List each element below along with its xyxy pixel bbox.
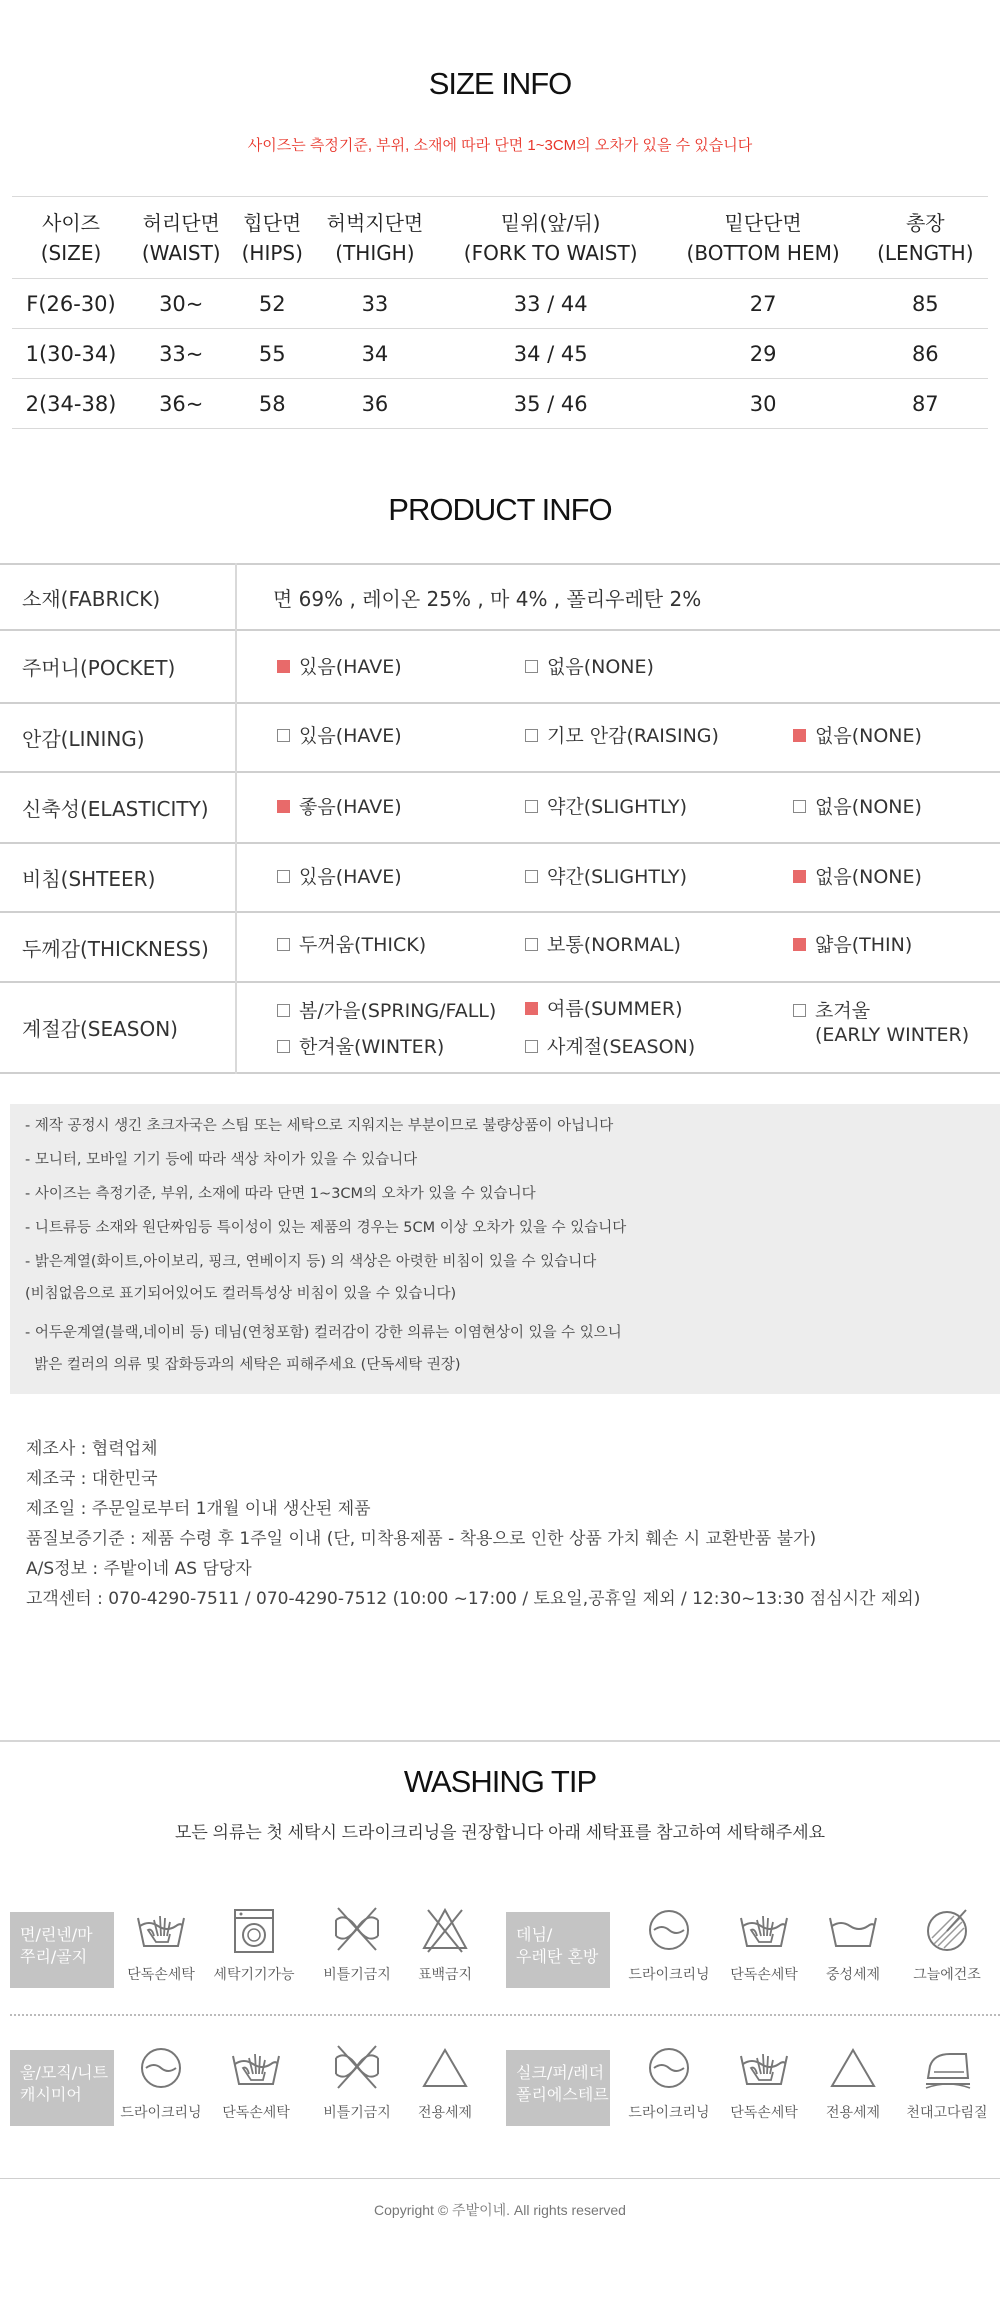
triangle-detergent-icon [805, 2044, 901, 2122]
notice-box [10, 1104, 1000, 1394]
header-label: 사이즈 [42, 210, 100, 235]
wash-group-label-line: 데님/ [516, 1925, 553, 1944]
wash-icon-label: 천대고다림질 [906, 2105, 988, 2121]
header-label: 밑단단면 [724, 210, 802, 235]
thickness-row [0, 912, 1000, 982]
option-lining-raising [525, 724, 719, 748]
fabric-value: 면 69% , 레이온 25% , 마 4% , 폴리우레탄 2% [273, 586, 702, 611]
season-options [236, 982, 1000, 1073]
season-label: 계절감(SEASON) [0, 982, 236, 1073]
iron-cloth-icon-svg [920, 2044, 974, 2092]
table-cell: 58 [258, 391, 286, 416]
hand-wash-icon-svg [737, 1906, 791, 1954]
cs-center: 고객센터 : 070-4290-7511 / 070-4290-7512 (10:00 ~17:00 / 토요일,공휴일 제외 / 12:30~13:30 점심시간 제외) [26, 1589, 921, 1609]
no-bleach-icon [397, 1906, 493, 1984]
size-info-title: SIZE INFO [428, 66, 572, 101]
checkbox [277, 1040, 290, 1053]
header-size [12, 197, 130, 279]
table-cell: 2(34-38) [25, 391, 117, 416]
table-cell: 85 [911, 291, 939, 316]
table-cell: 87 [911, 391, 939, 416]
dotted-divider [10, 2014, 1000, 2016]
wash-group-label-line: 우레탄 혼방 [516, 1947, 599, 1966]
iron-cloth-icon [899, 2044, 995, 2122]
dry-clean-icon [113, 2044, 209, 2122]
triangle-detergent-icon-svg [418, 2044, 472, 2092]
wash-icon-label: 전용세제 [825, 2105, 881, 2121]
header-label: (WAIST) [141, 240, 221, 265]
manufacture-date: 제조일 : 주문일로부터 1개월 이내 생산된 제품 [26, 1499, 371, 1519]
option-season-summer [525, 997, 683, 1021]
notice-line: - 니트류등 소재와 원단짜임등 특이성이 있는 제품의 경우는 5CM 이상 오차가 있을 수 있습니다 [25, 1220, 627, 1236]
season-row [0, 982, 1000, 1073]
table-row [12, 279, 988, 329]
divider [0, 1740, 1000, 1742]
option-label: 없음(NONE) [547, 656, 654, 678]
header-thigh [312, 197, 438, 279]
header-label: 허벅지단면 [326, 210, 424, 235]
checkbox [525, 729, 538, 742]
option-season-all [525, 1035, 695, 1059]
checkbox [277, 870, 290, 883]
option-label: 있음(HAVE) [299, 866, 402, 888]
notice-line: - 사이즈는 측정기준, 부위, 소재에 따라 단면 1~3CM의 오차가 있을 수 있습니다 [25, 1186, 536, 1202]
header-label: 힙단면 [243, 210, 302, 235]
checkbox-checked [277, 660, 290, 673]
manufacturer: 제조사 : 협력업체 [26, 1439, 158, 1459]
option-label: 좋음(HAVE) [299, 796, 402, 818]
option-label: 없음(NONE) [815, 796, 922, 818]
option-label: 없음(NONE) [815, 866, 922, 888]
option-thickness-thick [277, 933, 426, 957]
no-wring-icon-svg [330, 1906, 384, 1954]
wash-icon-label: 단독손세탁 [222, 2105, 290, 2121]
header-length [863, 197, 988, 279]
wash-group-label-line: 면/린넨/마 [20, 1925, 93, 1944]
table-cell: 30 [749, 391, 777, 416]
option-label: 약간(SLIGHTLY) [547, 796, 688, 818]
header-label: (THIGH) [335, 240, 415, 265]
table-cell: 33 [361, 291, 389, 316]
pocket-options [236, 630, 1000, 703]
option-label: 보통(NORMAL) [547, 934, 681, 956]
header-label: 밑위(앞/뒤) [500, 210, 601, 235]
wash-group-label-line: 폴리에스테르 [516, 2085, 609, 2104]
checkbox [277, 938, 290, 951]
product-info-title: PRODUCT INFO [388, 492, 612, 527]
table-cell: 33 / 44 [513, 291, 588, 316]
neutral-detergent-icon [805, 1906, 901, 1984]
table-cell: 1(30-34) [25, 341, 117, 366]
dry-clean-icon [621, 1906, 717, 1984]
header-waist [130, 197, 232, 279]
option-label [815, 999, 969, 1047]
header-label: (SIZE) [40, 240, 102, 265]
checkbox [525, 660, 538, 673]
option-label: 여름(SUMMER) [547, 998, 683, 1020]
elasticity-label: 신축성(ELASTICITY) [0, 772, 236, 843]
wash-group-label-line: 울/모직/니트 [20, 2063, 109, 2082]
checkbox [525, 800, 538, 813]
size-info-note: 사이즈는 측정기준, 부위, 소재에 따라 단면 1~3CM의 오차가 있을 수 있습니다 [247, 137, 753, 154]
option-pocket-have [277, 655, 402, 679]
pocket-label: 주머니(POCKET) [0, 630, 236, 703]
elasticity-row [0, 772, 1000, 843]
header-label: 허리단면 [142, 210, 220, 235]
option-elasticity-slightly [525, 795, 687, 819]
footer-divider [0, 2178, 1000, 2179]
country: 제조국 : 대한민국 [26, 1469, 158, 1489]
lining-row [0, 703, 1000, 772]
product-table [0, 563, 1000, 1074]
warranty: 품질보증기준 : 제품 수령 후 1주일 이내 (단, 미착용제품 - 착용으로 인한 상품 가치 훼손 시 교환반품 불가) [26, 1529, 817, 1549]
option-lining-have [277, 724, 402, 748]
washing-machine-icon-svg [227, 1906, 281, 1954]
option-label: 한겨울(WINTER) [299, 1036, 445, 1058]
wash-icon-label: 단독손세탁 [127, 1967, 195, 1983]
header-label: 총장 [905, 210, 945, 235]
wash-icon-label: 중성세제 [825, 1967, 881, 1983]
table-cell: 29 [749, 341, 777, 366]
notice-line: - 어두운계열(블랙,네이비 등) 데님(연청포함) 컬러감이 강한 의류는 이염현상이 있을 수 있으니 [25, 1325, 622, 1341]
no-wring-icon-svg [330, 2044, 384, 2092]
header-hips [232, 197, 312, 279]
wash-icon-label: 드라이크리닝 [628, 2105, 710, 2121]
option-label: 사계절(SEASON) [547, 1036, 696, 1058]
table-cell: 36~ [159, 391, 204, 416]
header-label: (HIPS) [241, 240, 303, 265]
option-thickness-normal [525, 933, 681, 957]
option-sheer-have [277, 865, 402, 889]
option-sheer-slightly [525, 865, 687, 889]
fabric-row [0, 564, 1000, 630]
checkbox [525, 870, 538, 883]
option-label: 얇음(THIN) [815, 934, 913, 956]
option-elasticity-have [277, 795, 402, 819]
header-label: (BOTTOM HEM) [686, 240, 840, 265]
option-label: 있음(HAVE) [299, 656, 402, 678]
notice-line: (비침없음으로 표기되어있어도 컬러특성상 비침이 있을 수 있습니다) [25, 1286, 457, 1302]
size-table-header [12, 197, 988, 279]
no-wring-icon [309, 1906, 405, 1984]
washing-machine-icon [206, 1906, 302, 1984]
checkbox [793, 800, 806, 813]
size-table [12, 196, 988, 429]
wash-group-label-line: 실크/퍼/레더 [516, 2063, 605, 2082]
option-season-early-winter [793, 999, 969, 1047]
wash-icon-label: 그늘에건조 [913, 1967, 981, 1983]
table-cell: 35 / 46 [513, 391, 588, 416]
checkbox-checked [793, 938, 806, 951]
option-label: 있음(HAVE) [299, 725, 402, 747]
header-fork [438, 197, 664, 279]
table-cell: 33~ [159, 341, 204, 366]
checkbox-checked [793, 729, 806, 742]
checkbox [277, 729, 290, 742]
hand-wash-icon-svg [134, 1906, 188, 1954]
option-label-line1: 초겨울 [815, 1000, 871, 1022]
table-cell: 30~ [159, 291, 204, 316]
elasticity-options [236, 772, 1000, 843]
option-lining-none [793, 724, 922, 748]
option-pocket-none [525, 655, 654, 679]
checkbox [525, 938, 538, 951]
hand-wash-icon [716, 1906, 812, 1984]
wash-icon-label: 비틀기금지 [323, 2105, 391, 2121]
hand-wash-icon [113, 1906, 209, 1984]
table-cell: 55 [258, 341, 286, 366]
thickness-options [236, 912, 1000, 982]
checkbox [277, 1004, 290, 1017]
notice-line: - 모니터, 모바일 기기 등에 따라 색상 차이가 있을 수 있습니다 [25, 1152, 418, 1168]
option-label: 봄/가을(SPRING/FALL) [299, 1000, 497, 1022]
option-label: 두꺼움(THICK) [299, 934, 427, 956]
shade-dry-icon [899, 1906, 995, 1984]
option-elasticity-none [793, 795, 922, 819]
checkbox-checked [525, 1002, 538, 1015]
checkbox [793, 1004, 806, 1017]
notice-line: - 밝은계열(화이트,아이보리, 핑크, 연베이지 등) 의 색상은 아렷한 비침이 있을 수 있습니다 [25, 1254, 597, 1270]
wash-group-label-silk [506, 2050, 610, 2126]
hand-wash-icon-svg [229, 2044, 283, 2092]
checkbox [525, 1040, 538, 1053]
fabric-label: 소재(FABRICK) [0, 564, 236, 630]
wash-group-label-line: 쭈리/골지 [20, 1947, 88, 1966]
option-thickness-thin [793, 933, 912, 957]
table-cell: 34 / 45 [513, 341, 588, 366]
no-bleach-icon-svg [418, 1906, 472, 1954]
shade-dry-icon-svg [920, 1906, 974, 1954]
option-label: 없음(NONE) [815, 725, 922, 747]
notice-line: 밝은 컬러의 의류 및 잡화등과의 세탁은 피해주세요 (단독세탁 권장) [25, 1357, 461, 1373]
sheer-options [236, 843, 1000, 912]
dry-clean-icon [621, 2044, 717, 2122]
table-cell: F(26-30) [26, 291, 116, 316]
header-hem [664, 197, 863, 279]
hand-wash-icon-svg [737, 2044, 791, 2092]
table-cell: 52 [258, 291, 286, 316]
washing-tip-title: WASHING TIP [403, 1764, 597, 1799]
pocket-row [0, 630, 1000, 703]
wash-group-label-line: 캐시미어 [20, 2085, 82, 2104]
wash-icon-label: 드라이크리닝 [120, 2105, 202, 2121]
lining-label: 안감(LINING) [0, 703, 236, 772]
wash-icon-label: 전용세제 [417, 2105, 473, 2121]
no-wring-icon [309, 2044, 405, 2122]
wash-group-label-wool [10, 2050, 114, 2126]
option-season-spring-fall [277, 999, 496, 1023]
wash-group-label-denim [506, 1912, 610, 1988]
table-cell: 36 [361, 391, 389, 416]
header-label: (FORK TO WAIST) [463, 240, 638, 265]
header-label: (LENGTH) [877, 240, 974, 265]
table-cell: 34 [361, 341, 389, 366]
copyright: Copyright © 주밭이네. All rights reserved [374, 2202, 626, 2218]
checkbox-checked [277, 800, 290, 813]
dry-clean-icon-svg [134, 2044, 188, 2092]
option-label-line2: (EARLY WINTER) [815, 1024, 970, 1046]
maker-info [26, 1434, 920, 1614]
thickness-label: 두께감(THICKNESS) [0, 912, 236, 982]
option-sheer-none [793, 865, 922, 889]
lining-options [236, 703, 1000, 772]
neutral-detergent-icon-svg [826, 1906, 880, 1954]
option-label: 기모 안감(RAISING) [547, 725, 719, 747]
wash-icon-label: 단독손세탁 [730, 1967, 798, 1983]
triangle-detergent-icon [397, 2044, 493, 2122]
as-info: A/S정보 : 주밭이네 AS 담당자 [26, 1559, 252, 1579]
dry-clean-icon-svg [642, 1906, 696, 1954]
table-cell: 27 [749, 291, 777, 316]
notice-line: - 제작 공정시 생긴 초크자국은 스팀 또는 세탁으로 지워지는 부분이므로 불량상품이 아닙니다 [25, 1118, 614, 1134]
wash-icon-label: 단독손세탁 [730, 2105, 798, 2121]
wash-icon-label: 드라이크리닝 [628, 1967, 710, 1983]
option-season-winter [277, 1035, 444, 1059]
triangle-detergent-icon-svg [826, 2044, 880, 2092]
table-row [12, 379, 988, 429]
sheer-label: 비침(SHTEER) [0, 843, 236, 912]
wash-icon-label: 표백금지 [417, 1967, 473, 1983]
option-label: 약간(SLIGHTLY) [547, 866, 688, 888]
sheer-row [0, 843, 1000, 912]
table-row [12, 329, 988, 379]
wash-icon-label: 비틀기금지 [323, 1967, 391, 1983]
table-cell: 86 [911, 341, 939, 366]
hand-wash-icon [716, 2044, 812, 2122]
wash-group-label-cotton [10, 1912, 114, 1988]
hand-wash-icon [208, 2044, 304, 2122]
checkbox-checked [793, 870, 806, 883]
washing-tip-subtitle: 모든 의류는 첫 세탁시 드라이크리닝을 권장합니다 아래 세탁표를 참고하여 세탁해주세요 [174, 1823, 826, 1842]
wash-icon-label: 세탁기기가능 [213, 1967, 295, 1983]
dry-clean-icon-svg [642, 2044, 696, 2092]
